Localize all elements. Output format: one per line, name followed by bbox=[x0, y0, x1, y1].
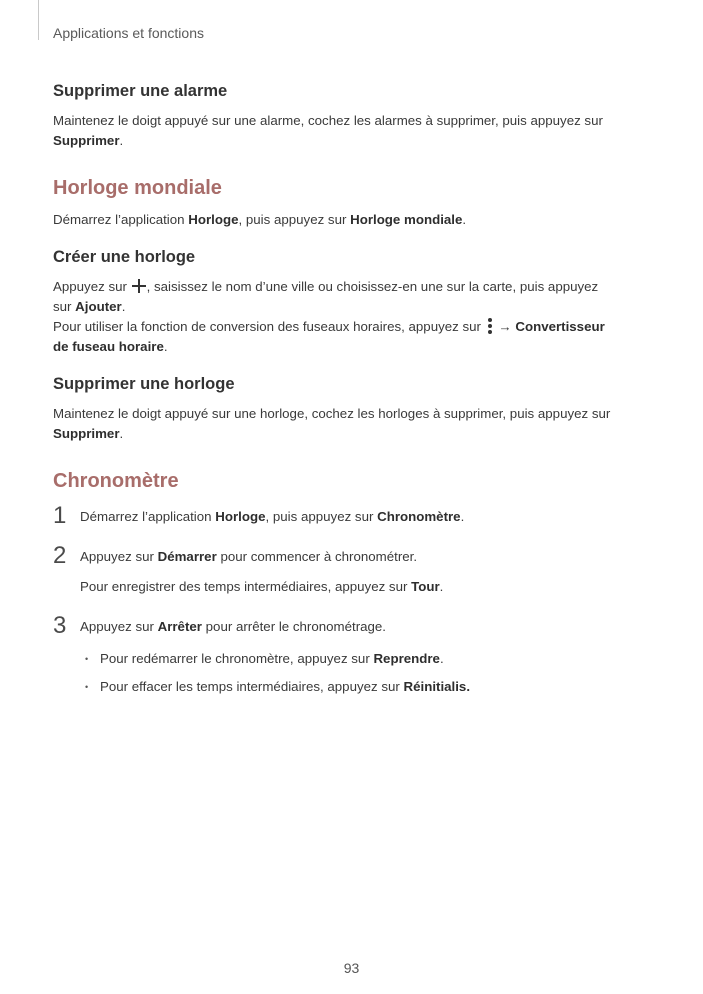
more-options-icon bbox=[487, 318, 493, 334]
horloge-mondiale-label: Horloge mondiale bbox=[350, 212, 463, 227]
page-number: 93 bbox=[343, 960, 360, 976]
page-content bbox=[53, 82, 618, 705]
section-header: Applications et fonctions bbox=[53, 25, 204, 41]
step-number: 2 bbox=[53, 542, 67, 569]
supprimer-label: Supprimer bbox=[53, 426, 120, 441]
create-clock-heading: Créer une horloge bbox=[53, 248, 196, 266]
reprendre-label: Reprendre bbox=[373, 651, 440, 666]
clock-delete-text: Maintenez le doigt appuyé sur une horloge, cochez les horloges à supprimer, puis appuyez sur Supprimer. bbox=[53, 406, 611, 441]
step-3: 3 Appuyez sur Arrêter pour arrêter le chronométrage. • Pour redémarrer le chronomètre, appuyez sur Reprendre. • Pour effacer les temps intermédiaires, appuyez sur Réinitialis. bbox=[53, 617, 618, 697]
stopwatch-heading: Chronomètre bbox=[53, 470, 179, 492]
plus-icon bbox=[132, 279, 146, 293]
header-rule bbox=[38, 0, 39, 40]
create-clock-text: Appuyez sur , saisissez le nom d’une ville ou choisissez-en une sur la carte, puis appuyez sur Ajouter. bbox=[53, 279, 599, 314]
clock-delete-heading: Supprimer une horloge bbox=[53, 375, 235, 393]
chronometre-label: Chronomètre bbox=[377, 509, 461, 524]
convertisseur-label: Convertisseur de fuseau horaire bbox=[53, 319, 605, 354]
step-2: 2 Appuyez sur Démarrer pour commencer à chronométrer. Pour enregistrer des temps intermédiaires, appuyez sur Tour. bbox=[53, 542, 444, 594]
horloge-label: Horloge bbox=[215, 509, 266, 524]
step-number: 3 bbox=[53, 612, 67, 639]
timezone-converter-text: Pour utiliser la fonction de conversion des fuseaux horaires, appuyez sur → Convertisseur de fuseau horaire. bbox=[53, 319, 605, 354]
demarrer-label: Démarrer bbox=[157, 549, 217, 564]
world-clock-heading: Horloge mondiale bbox=[53, 177, 222, 199]
step-1: 1 Démarrez l’application Horloge, puis appuyez sur Chronomètre. bbox=[53, 502, 465, 529]
alarm-delete-heading: Supprimer une alarme bbox=[53, 82, 228, 100]
step-number: 1 bbox=[53, 502, 67, 529]
arreter-label: Arrêter bbox=[157, 619, 202, 634]
list-item: • Pour effacer les temps intermédiaires, appuyez sur Réinitialis. bbox=[80, 677, 618, 697]
list-item: • Pour redémarrer le chronomètre, appuyez sur Reprendre. bbox=[80, 649, 618, 669]
alarm-delete-text: Maintenez le doigt appuyé sur une alarme, cochez les alarmes à supprimer, puis appuyez sur Supprimer. bbox=[53, 113, 603, 148]
reinitialis-label: Réinitialis. bbox=[403, 679, 471, 694]
world-clock-text: Démarrez l’application Horloge, puis appuyez sur Horloge mondiale. bbox=[53, 212, 467, 227]
ajouter-label: Ajouter bbox=[75, 299, 122, 314]
supprimer-label: Supprimer bbox=[53, 133, 120, 148]
tour-label: Tour bbox=[411, 579, 440, 594]
horloge-label: Horloge bbox=[188, 212, 239, 227]
step-3-bullets bbox=[80, 649, 618, 697]
